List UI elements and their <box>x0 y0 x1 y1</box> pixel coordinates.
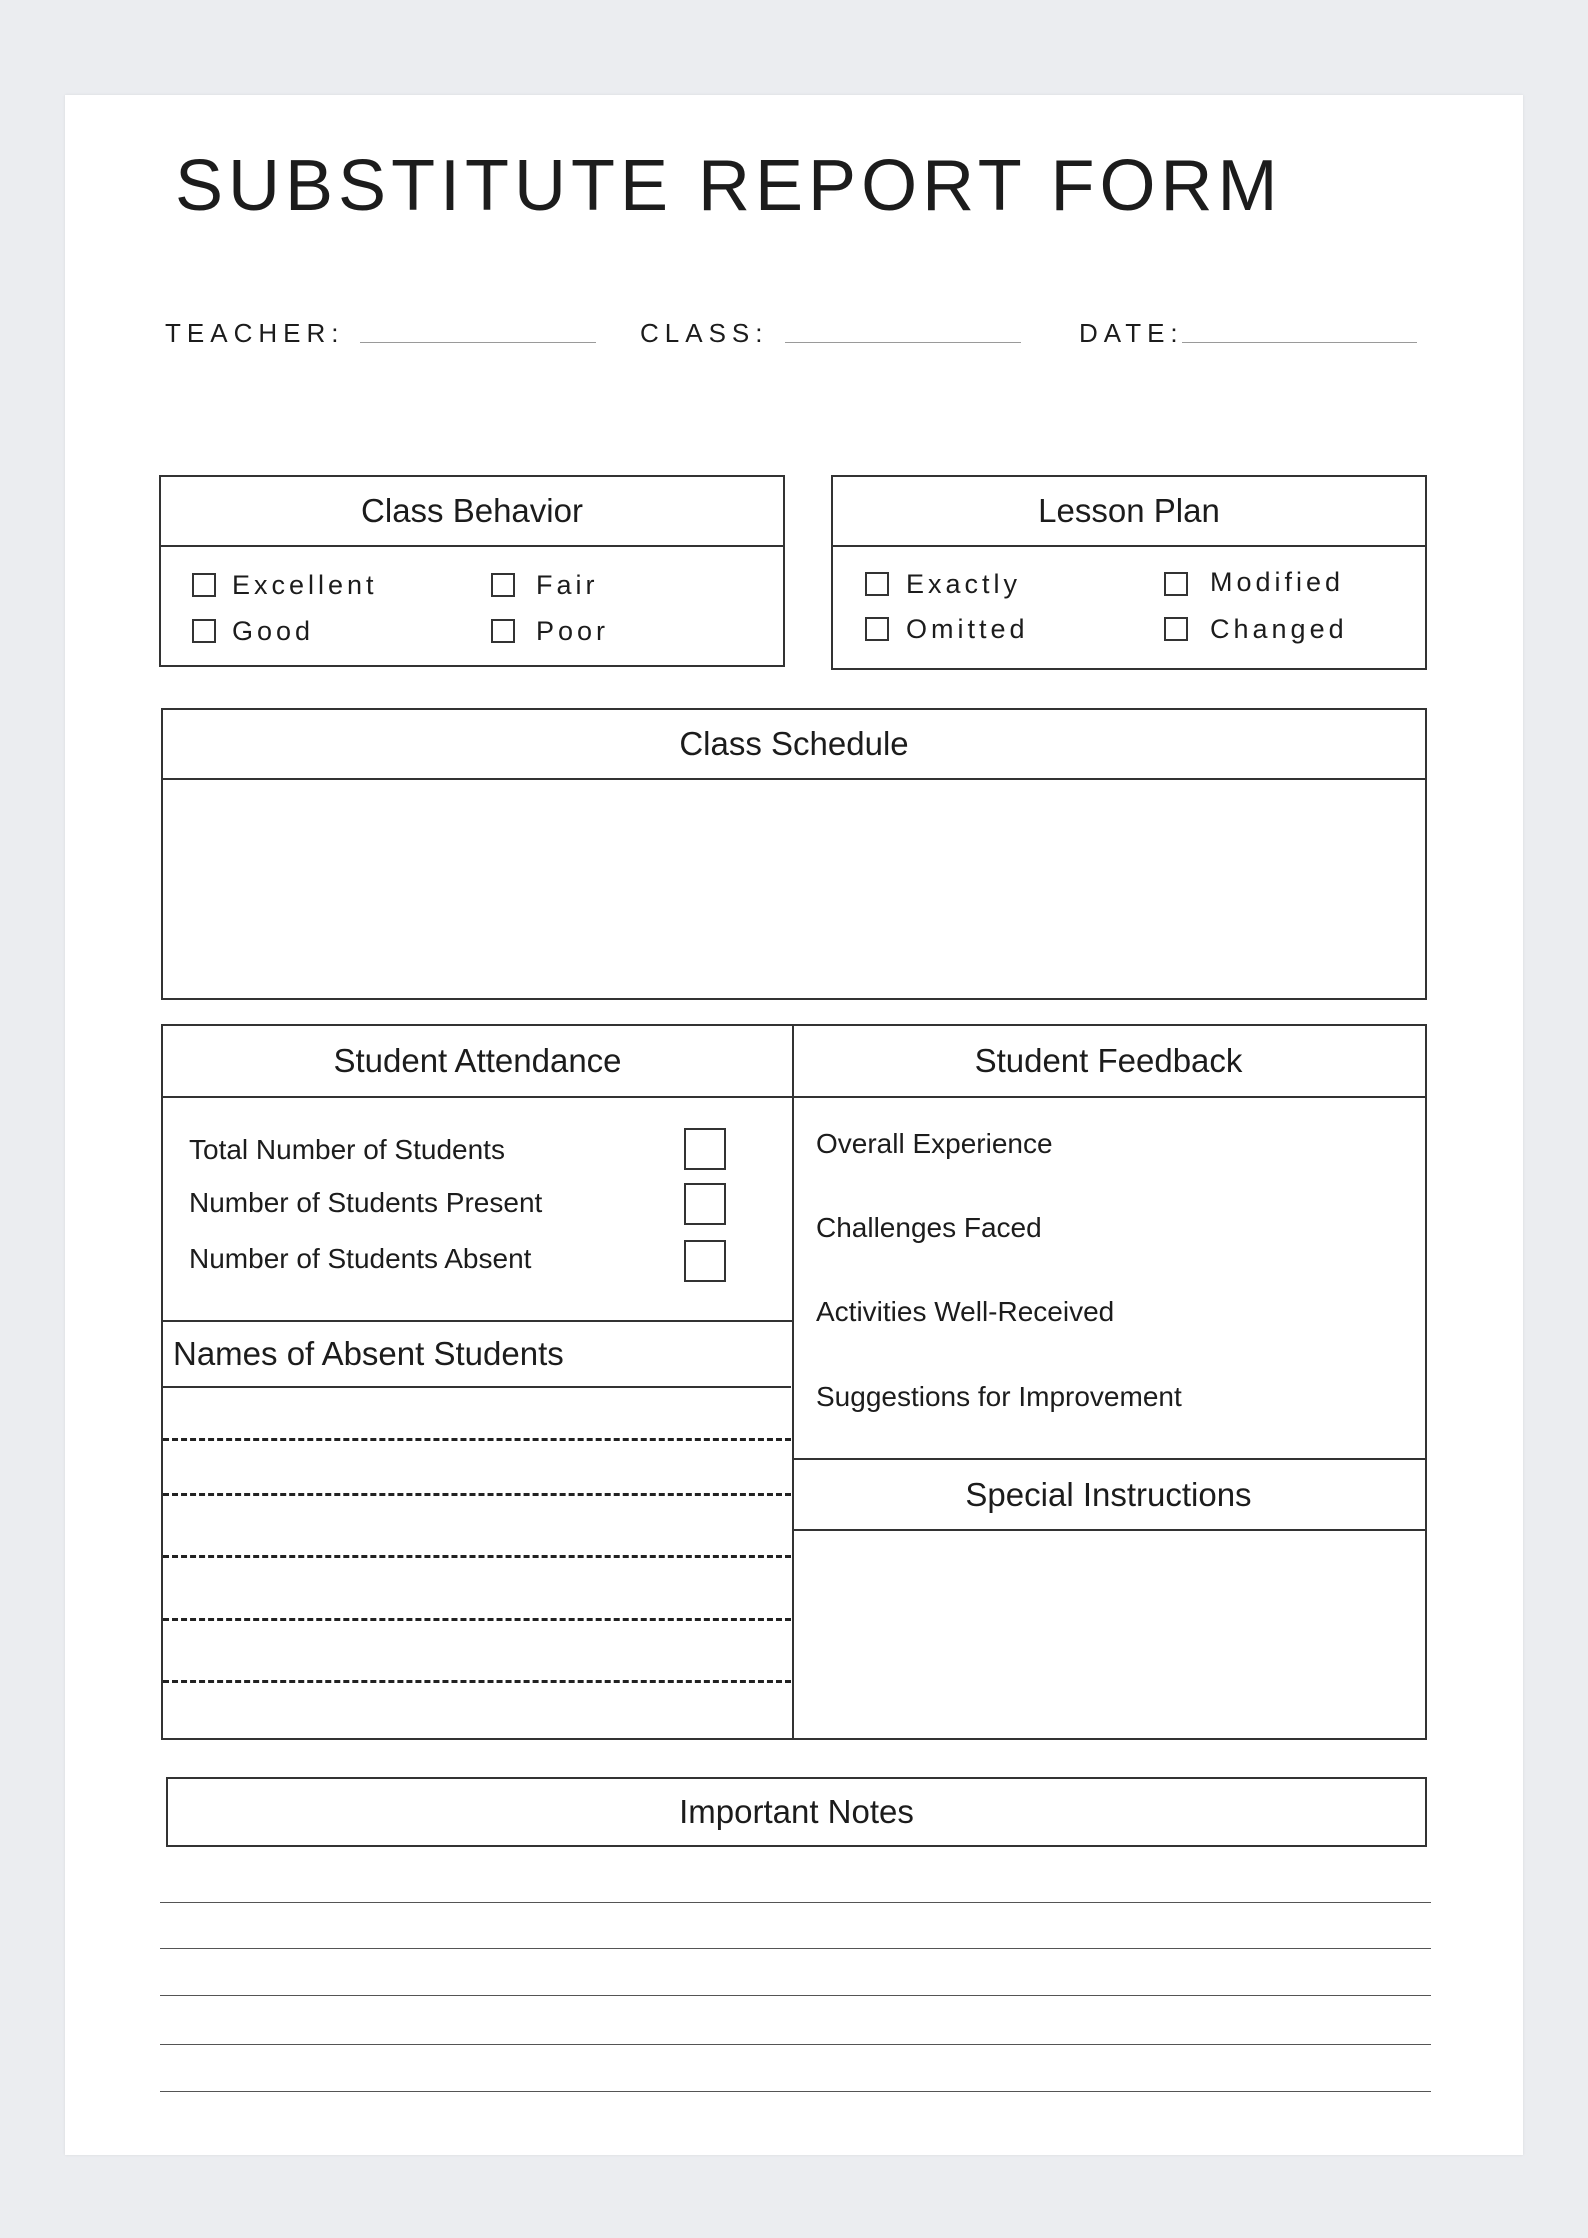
good-checkbox[interactable] <box>192 619 216 643</box>
date-label: DATE: <box>1079 318 1184 348</box>
important-notes-box <box>166 1777 1427 1847</box>
poor-checkbox[interactable] <box>491 619 515 643</box>
teacher-label: TEACHER: <box>165 318 345 348</box>
absent-student-line[interactable] <box>163 1555 791 1558</box>
student-feedback-title: Student Feedback <box>792 1026 1425 1098</box>
class-field[interactable] <box>785 342 1021 343</box>
student-attendance-title: Student Attendance <box>163 1026 792 1098</box>
changed-checkbox[interactable] <box>1164 617 1188 641</box>
class-schedule-title: Class Schedule <box>163 710 1425 780</box>
class-behavior-title: Class Behavior <box>161 477 783 547</box>
suggestions-label: Suggestions for Improvement <box>816 1381 1182 1412</box>
excellent-checkbox[interactable] <box>192 573 216 597</box>
students-present-label: Number of Students Present <box>189 1187 543 1218</box>
fair-checkbox[interactable] <box>491 573 515 597</box>
activities-well-received-label: Activities Well-Received <box>816 1296 1115 1327</box>
absent-student-line[interactable] <box>163 1618 791 1621</box>
date-field[interactable] <box>1182 342 1417 343</box>
note-line[interactable] <box>160 1948 1431 1949</box>
omitted-label: Omitted <box>906 614 1029 644</box>
total-students-box[interactable] <box>684 1128 726 1170</box>
changed-label: Changed <box>1210 614 1348 644</box>
good-label: Good <box>232 616 315 646</box>
overall-experience-label: Overall Experience <box>816 1128 1053 1159</box>
absent-students-title: Names of Absent Students <box>161 1322 791 1388</box>
absent-student-line[interactable] <box>163 1680 791 1683</box>
important-notes-title: Important Notes <box>679 1793 914 1830</box>
class-schedule-area[interactable] <box>163 780 1425 998</box>
absent-student-line[interactable] <box>163 1438 791 1441</box>
poor-label: Poor <box>536 616 610 646</box>
students-present-box[interactable] <box>684 1183 726 1225</box>
absent-student-line[interactable] <box>163 1493 791 1496</box>
exactly-checkbox[interactable] <box>865 572 889 596</box>
class-schedule-box <box>161 708 1427 1000</box>
exactly-label: Exactly <box>906 569 1022 599</box>
modified-label: Modified <box>1210 567 1345 597</box>
fair-label: Fair <box>536 570 599 600</box>
excellent-label: Excellent <box>232 570 378 600</box>
note-line[interactable] <box>160 1995 1431 1996</box>
note-line[interactable] <box>160 1902 1431 1903</box>
note-line[interactable] <box>160 2091 1431 2092</box>
challenges-faced-label: Challenges Faced <box>816 1212 1042 1243</box>
class-label: CLASS: <box>640 318 769 348</box>
teacher-field[interactable] <box>360 342 596 343</box>
omitted-checkbox[interactable] <box>865 617 889 641</box>
students-absent-box[interactable] <box>684 1240 726 1282</box>
form-title: SUBSTITUTE REPORT FORM <box>175 146 1283 226</box>
special-instructions-title: Special Instructions <box>792 1460 1425 1531</box>
modified-checkbox[interactable] <box>1164 572 1188 596</box>
special-instructions-area[interactable] <box>794 1531 1425 1738</box>
lesson-plan-title: Lesson Plan <box>833 477 1425 547</box>
note-line[interactable] <box>160 2044 1431 2045</box>
total-students-label: Total Number of Students <box>189 1134 505 1165</box>
students-absent-label: Number of Students Absent <box>189 1243 532 1274</box>
